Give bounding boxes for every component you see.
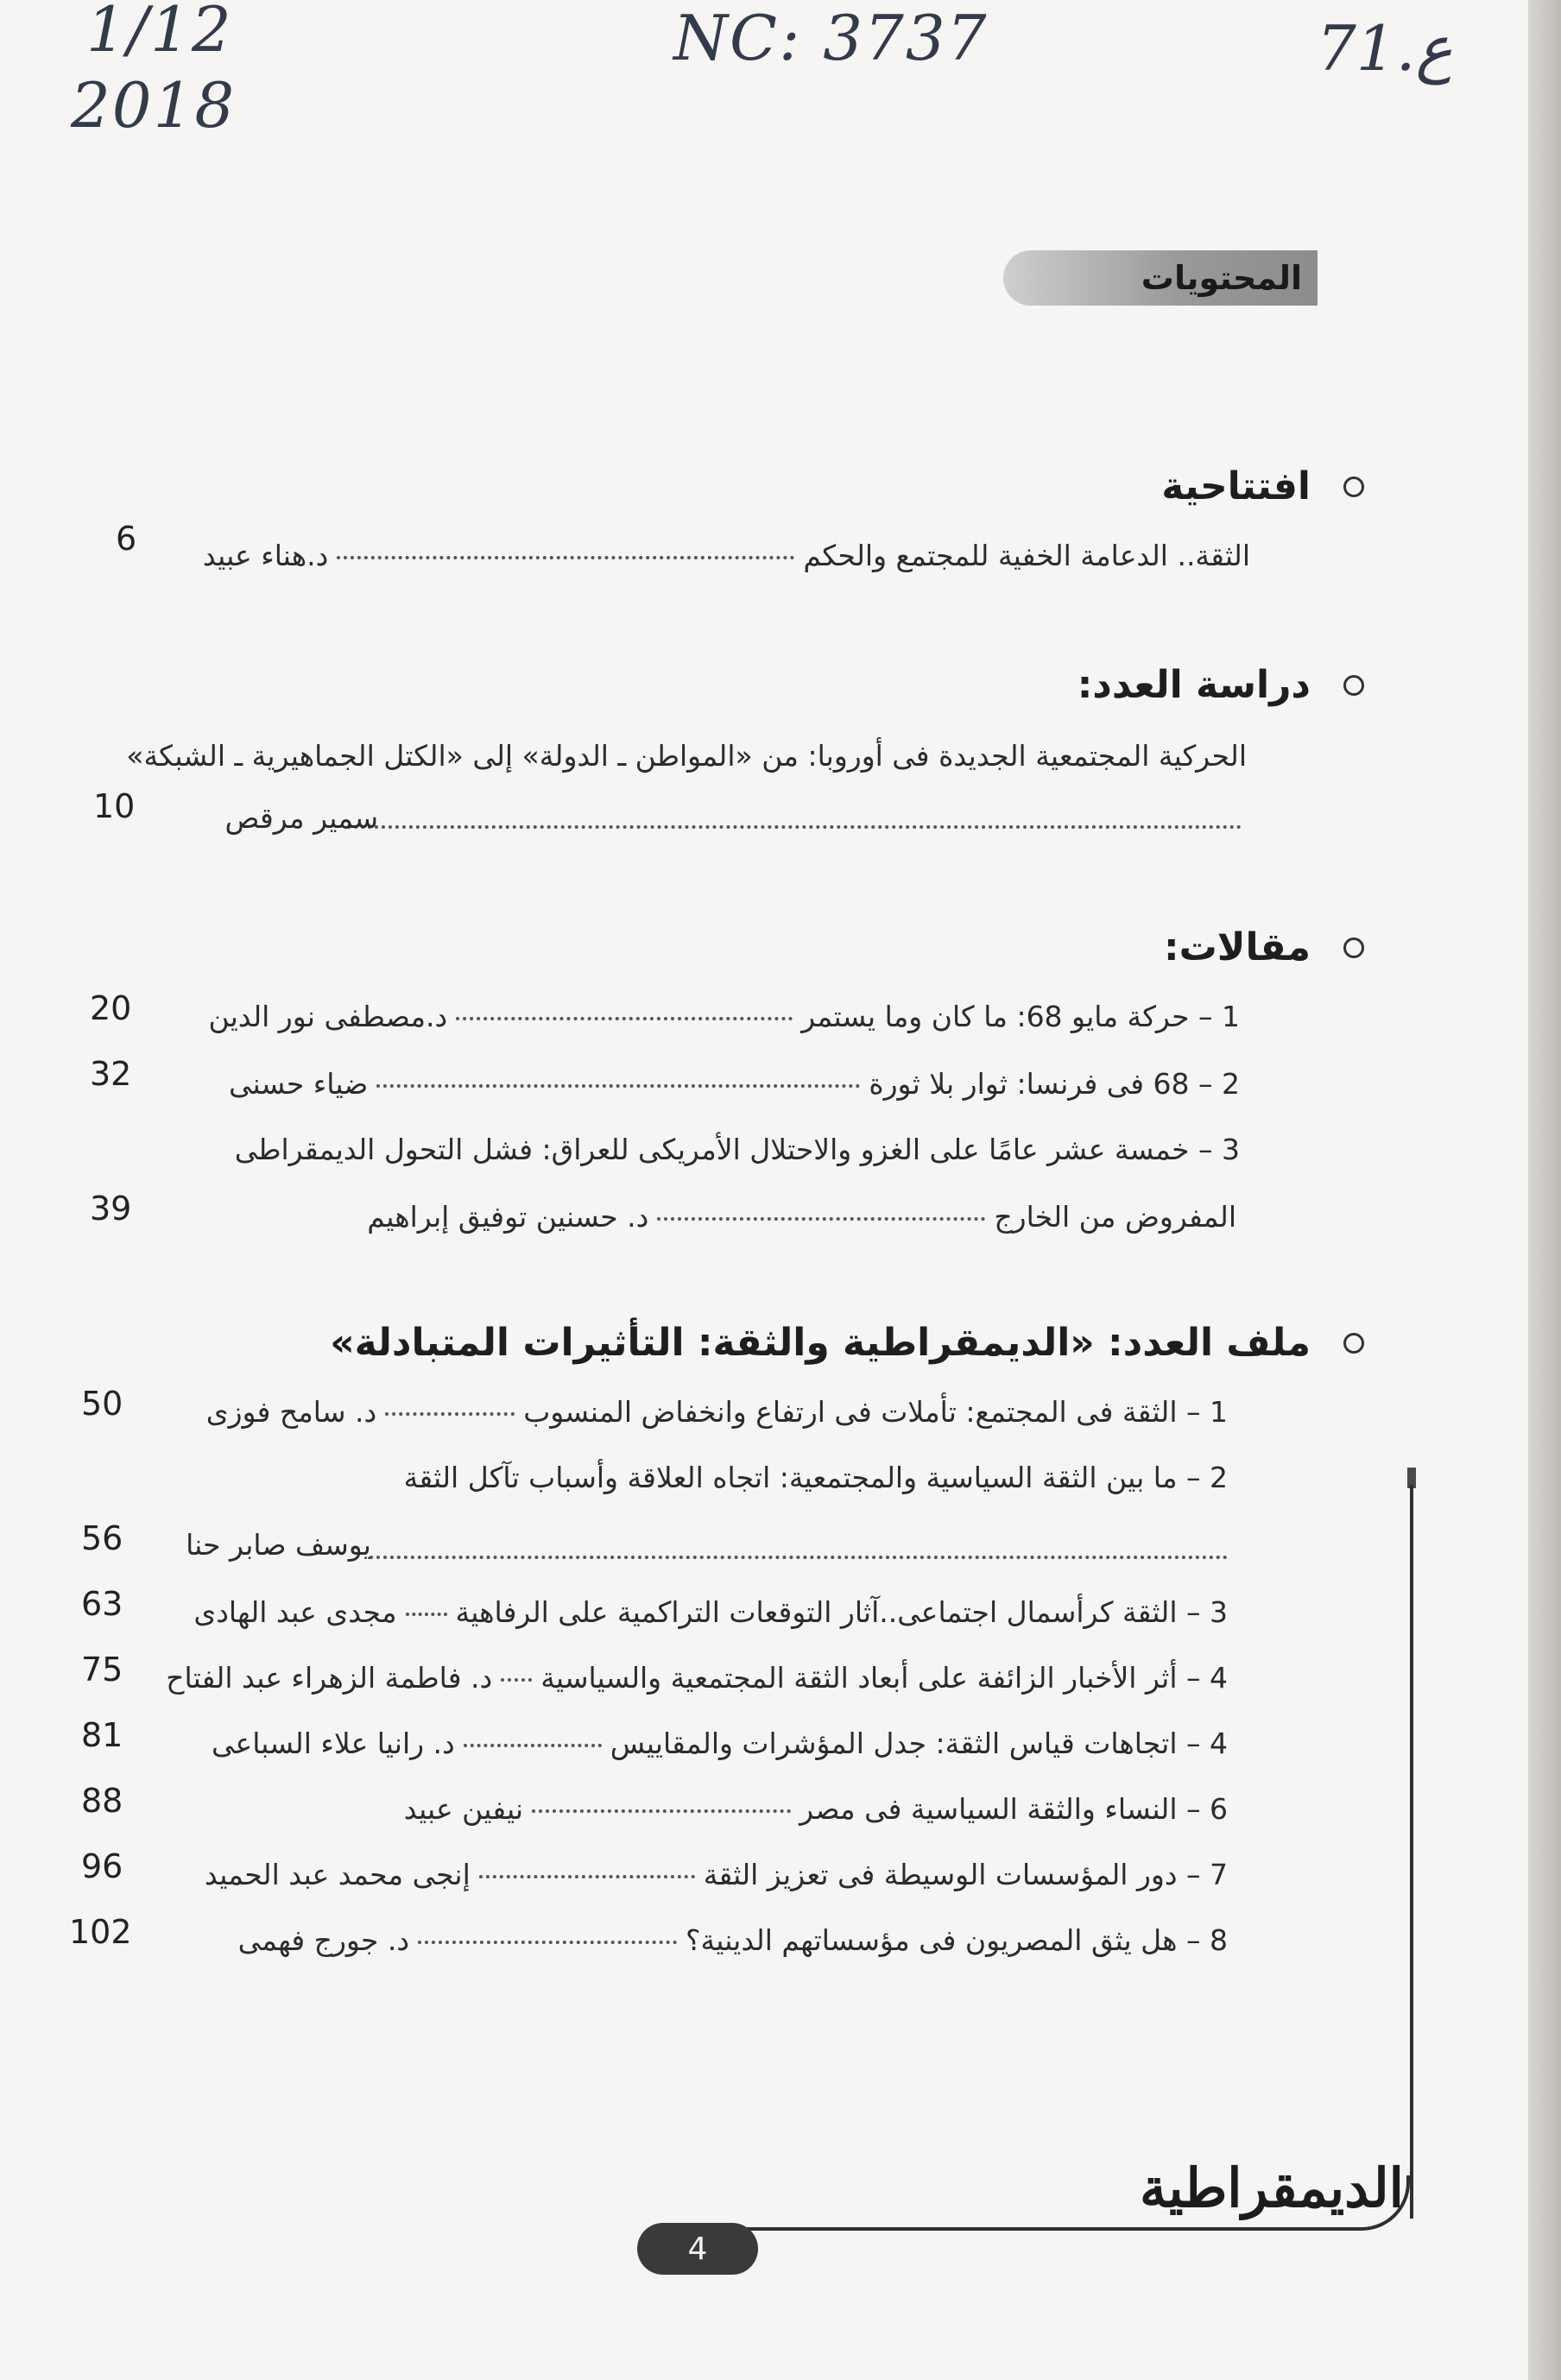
entry-author: د. سامح فوزى [205, 1395, 377, 1429]
toc-entry-title-line: 2 – ما بين الثقة السياسية والمجتمعية: اتجاه العلاقة وأسباب تآكل الثقة [403, 1461, 1228, 1494]
entry-title: الثقة.. الدعامة الخفية للمجتمع والحكم [803, 539, 1250, 572]
entry-author: يوسف صابر حنا [186, 1528, 371, 1562]
toc-entry [166, 1661, 1228, 1695]
entry-title: 4 – اتجاهات قياس الثقة: جدل المؤشرات والمقاييس [610, 1727, 1228, 1760]
handwritten-date-day: 1/12 [86, 0, 233, 66]
dotted-leader [370, 1556, 1228, 1559]
section-heading-articles: مقالات: [1164, 925, 1311, 969]
handwritten-catalog-number: NC: 3737 [673, 2, 989, 74]
section-heading-editorial: افتتاحية [1161, 464, 1311, 508]
entry-title: 4 – أثر الأخبار الزائفة على أبعاد الثقة المجتمعية والسياسية [540, 1661, 1228, 1695]
page-number: 39 [90, 1190, 132, 1228]
footer-page-number: 4 [637, 2223, 758, 2275]
entry-author: مجدى عبد الهادى [193, 1595, 397, 1629]
toc-entry-title-line: الحركية المجتمعية الجديدة فى أوروبا: من «المواطن ـ الدولة» إلى «الكتل الجماهيرية ـ الشبكة» [126, 739, 1247, 773]
circle-bullet-icon [1343, 675, 1364, 696]
page-number: 6 [116, 520, 137, 558]
contents-header-tab [1003, 250, 1318, 306]
toc-entry [229, 1067, 1240, 1101]
toc-entry [206, 1395, 1228, 1429]
entry-author: د. فاطمة الزهراء عبد الفتاح [166, 1661, 493, 1695]
entry-title: 7 – دور المؤسسات الوسيطة فى تعزيز الثقة [703, 1858, 1228, 1891]
toc-entry [203, 539, 1250, 572]
page-number: 88 [81, 1782, 123, 1820]
toc-entry [238, 1923, 1228, 1957]
page-number: 96 [81, 1847, 123, 1885]
page-number: 63 [81, 1585, 123, 1623]
dotted-leader [347, 825, 1242, 829]
frame-line-vertical [1410, 1485, 1413, 2219]
magazine-logo: الديمقراطية [1140, 2156, 1404, 2219]
page-number: 10 [93, 787, 136, 825]
entry-author: د. رانيا علاء السباعى [212, 1727, 455, 1760]
toc-entry [404, 1792, 1228, 1826]
toc-entry [205, 1858, 1228, 1891]
entry-author: نيفين عبيد [403, 1792, 524, 1826]
page-number: 50 [81, 1385, 123, 1423]
section-heading-file: ملف العدد: «الديمقراطية والثقة: التأثيرات المتبادلة» [330, 1321, 1311, 1365]
circle-bullet-icon [1343, 1333, 1364, 1354]
page-number: 56 [81, 1519, 123, 1557]
entry-author: د. جورج فهمى [237, 1923, 410, 1957]
entry-author: سمير مرقص [224, 801, 378, 835]
page-number: 32 [90, 1055, 132, 1093]
contents-title: المحتويات [1141, 259, 1302, 297]
entry-title: 6 – النساء والثقة السياسية فى مصر [799, 1792, 1228, 1826]
entry-title: 1 – الثقة فى المجتمع: تأملات فى ارتفاع وانخفاض المنسوب [523, 1395, 1228, 1429]
entry-title: 3 – الثقة كرأسمال اجتماعى..آثار التوقعات التراكمية على الرفاهية [455, 1595, 1228, 1629]
handwritten-date-year: 2018 [71, 69, 237, 142]
handwritten-code: 71.ع [1317, 12, 1453, 85]
entry-author: ضياء حسنى [228, 1067, 369, 1101]
entry-title: 2 – 68 فى فرنسا: ثوار بلا ثورة [869, 1067, 1240, 1101]
toc-entry [367, 1200, 1236, 1234]
toc-entry-title-line: 3 – خمسة عشر عامًا على الغزو والاحتلال الأمريكى للعراق: فشل التحول الديمقراطى [234, 1133, 1240, 1166]
page-number: 81 [81, 1716, 123, 1754]
entry-author: د. حسنين توفيق إبراهيم [367, 1200, 649, 1234]
frame-line-horizontal [743, 2227, 1361, 2231]
toc-entry [212, 1727, 1228, 1760]
circle-bullet-icon [1343, 937, 1364, 958]
section-heading-study: دراسة العدد: [1078, 663, 1311, 707]
entry-author: إنجى محمد عبد الحميد [204, 1858, 471, 1891]
circle-bullet-icon [1343, 477, 1364, 497]
entry-title: 1 – حركة مايو 68: ما كان وما يستمر [801, 1000, 1240, 1033]
page-edge [1528, 0, 1561, 2380]
toc-entry [193, 1595, 1228, 1629]
entry-title-continued: المفروض من الخارج [994, 1200, 1236, 1234]
entry-author: د.هناء عبيد [202, 539, 329, 572]
page-number: 20 [90, 989, 132, 1027]
entry-author: د.مصطفى نور الدين [208, 1000, 448, 1033]
page-number: 75 [81, 1651, 123, 1689]
entry-title: 8 – هل يثق المصريون فى مؤسساتهم الدينية؟ [686, 1923, 1228, 1957]
page-number: 102 [69, 1913, 132, 1951]
toc-entry [208, 1000, 1240, 1033]
